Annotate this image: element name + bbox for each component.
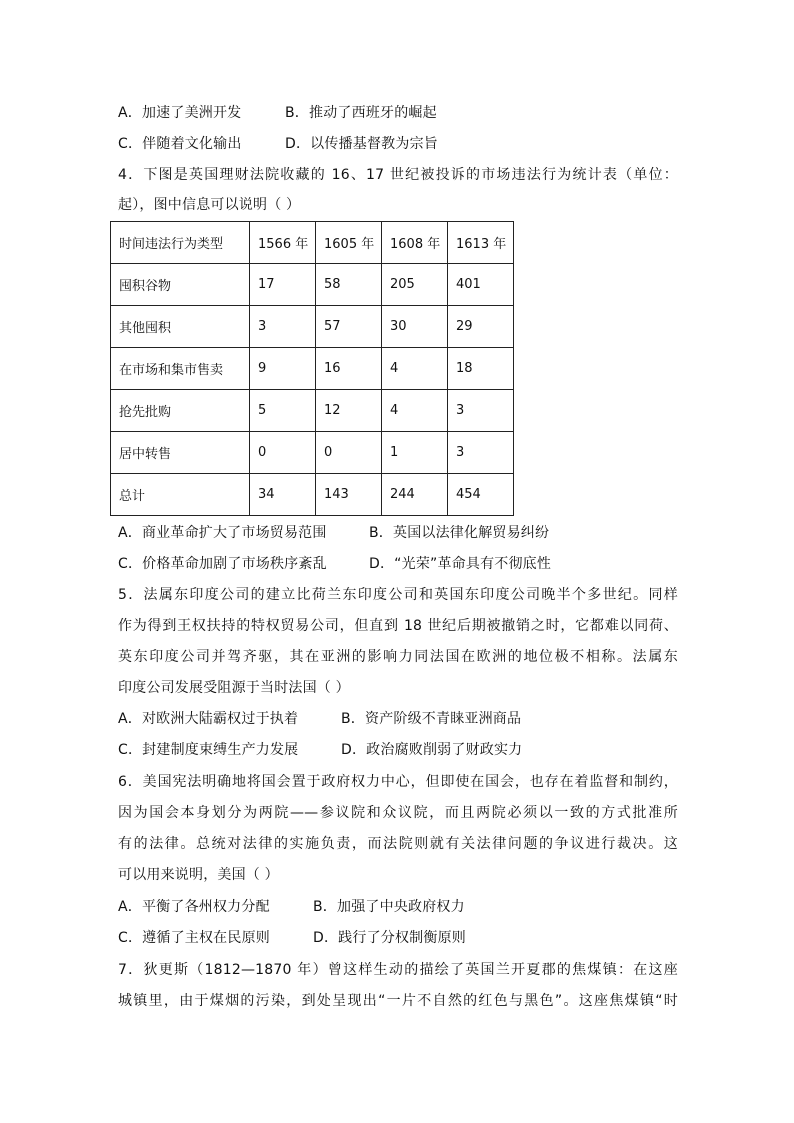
table-cell: 30: [382, 306, 448, 348]
table-cell: 16: [316, 348, 382, 390]
q6-option-c: C．遵循了主权在民原则: [118, 930, 270, 946]
table-cell: 205: [382, 264, 448, 306]
q3-option-a: A．加速了美洲开发: [118, 105, 242, 121]
table-row: [111, 306, 514, 348]
q4-option-a: A．商业革命扩大了市场贸易范围: [118, 525, 327, 541]
table-cell: 0: [316, 432, 382, 474]
table-cell: 4: [382, 348, 448, 390]
table-cell: 9: [250, 348, 316, 390]
q5-stem-line-3: 英东印度公司并驾齐驱，其在亚洲的影响力同法国在欧洲的地位极不相称。法属东: [118, 649, 678, 665]
q6-stem-line-3: 有的法律。总统对法律的实施负责，而法院则就有关法律问题的争议进行裁决。这: [118, 836, 678, 852]
table-cell: 1: [382, 432, 448, 474]
table-cell: 57: [316, 306, 382, 348]
q5-stem-line-1: 5．法属东印度公司的建立比荷兰东印度公司和英国东印度公司晚半个多世纪。同样: [118, 587, 678, 603]
q6-stem-line-4: 可以用来说明，美国（ ）: [118, 867, 279, 883]
table-header-cell: 1608 年: [382, 222, 448, 264]
table-cell: 18: [448, 348, 514, 390]
table-header-row: [111, 222, 514, 264]
table-cell: 3: [250, 306, 316, 348]
table-cell-type: 在市场和集市售卖: [111, 348, 250, 390]
q5-option-b: B．资产阶级不青睐亚洲商品: [341, 711, 522, 727]
q7-stem-line-1: 7．狄更斯（1812—1870 年）曾这样生动的描绘了英国兰开夏郡的焦煤镇：在这座: [118, 962, 678, 978]
table-cell: 34: [250, 474, 316, 516]
table-header-cell: 时间违法行为类型: [111, 222, 250, 264]
q6-option-a: A．平衡了各州权力分配: [118, 899, 270, 915]
table-cell: 244: [382, 474, 448, 516]
table-row: [111, 432, 514, 474]
q5-stem-line-4: 印度公司发展受阻源于当时法国（ ）: [118, 680, 350, 696]
table-cell-type: 居中转售: [111, 432, 250, 474]
q5-option-d: D．政治腐败削弱了财政实力: [341, 742, 523, 758]
table-cell-type: 抢先批购: [111, 390, 250, 432]
table-cell: 143: [316, 474, 382, 516]
q5-option-a: A．对欧洲大陆霸权过于执着: [118, 711, 299, 727]
q4-stem-line-2: 起），图中信息可以说明（ ）: [118, 197, 301, 213]
table-cell: 3: [448, 390, 514, 432]
q3-option-c: C．伴随着文化输出: [118, 136, 242, 152]
table-header-cell: 1605 年: [316, 222, 382, 264]
q4-stem-line-1: 4．下图是英国理财法院收藏的 16、17 世纪被投诉的市场违法行为统计表（单位：: [118, 167, 678, 183]
table-cell: 29: [448, 306, 514, 348]
q5-option-c: C．封建制度束缚生产力发展: [118, 742, 299, 758]
table-cell-type: 囤积谷物: [111, 264, 250, 306]
q4-option-d: D．“光荣”革命具有不彻底性: [369, 556, 552, 572]
table-row: [111, 348, 514, 390]
q6-option-d: D．践行了分权制衡原则: [313, 930, 466, 946]
q3-option-b: B．推动了西班牙的崛起: [285, 105, 437, 121]
q4-option-b: B．英国以法律化解贸易纠纷: [369, 525, 550, 541]
q7-stem-line-2: 城镇里，由于煤烟的污染，到处呈现出“一片不自然的红色与黑色”。这座焦煤镇“时: [118, 993, 678, 1009]
table-row: [111, 474, 514, 516]
q4-statistics-table: [110, 221, 514, 516]
q5-stem-line-2: 作为得到王权扶持的特权贸易公司，但直到 18 世纪后期被撤销之时，它都难以同荷、: [118, 618, 678, 634]
table-cell: 3: [448, 432, 514, 474]
table-cell: 58: [316, 264, 382, 306]
table-cell-type: 总计: [111, 474, 250, 516]
table-cell: 4: [382, 390, 448, 432]
table-cell: 5: [250, 390, 316, 432]
table-cell: 0: [250, 432, 316, 474]
table-cell: 12: [316, 390, 382, 432]
table-cell: 454: [448, 474, 514, 516]
q6-option-b: B．加强了中央政府权力: [313, 899, 465, 915]
table-header-cell: 1566 年: [250, 222, 316, 264]
q6-stem-line-1: 6．美国宪法明确地将国会置于政府权力中心，但即使在国会，也存在着监督和制约，: [118, 774, 678, 790]
table-row: [111, 390, 514, 432]
table-cell-type: 其他囤积: [111, 306, 250, 348]
table-cell: 401: [448, 264, 514, 306]
q4-option-c: C．价格革命加剧了市场秩序紊乱: [118, 556, 327, 572]
table-row: [111, 264, 514, 306]
table-header-cell: 1613 年: [448, 222, 514, 264]
q3-option-d: D．以传播基督教为宗旨: [285, 136, 438, 152]
q6-stem-line-2: 因为国会本身划分为两院——参议院和众议院，而且两院必须以一致的方式批准所: [118, 805, 678, 821]
table-cell: 17: [250, 264, 316, 306]
